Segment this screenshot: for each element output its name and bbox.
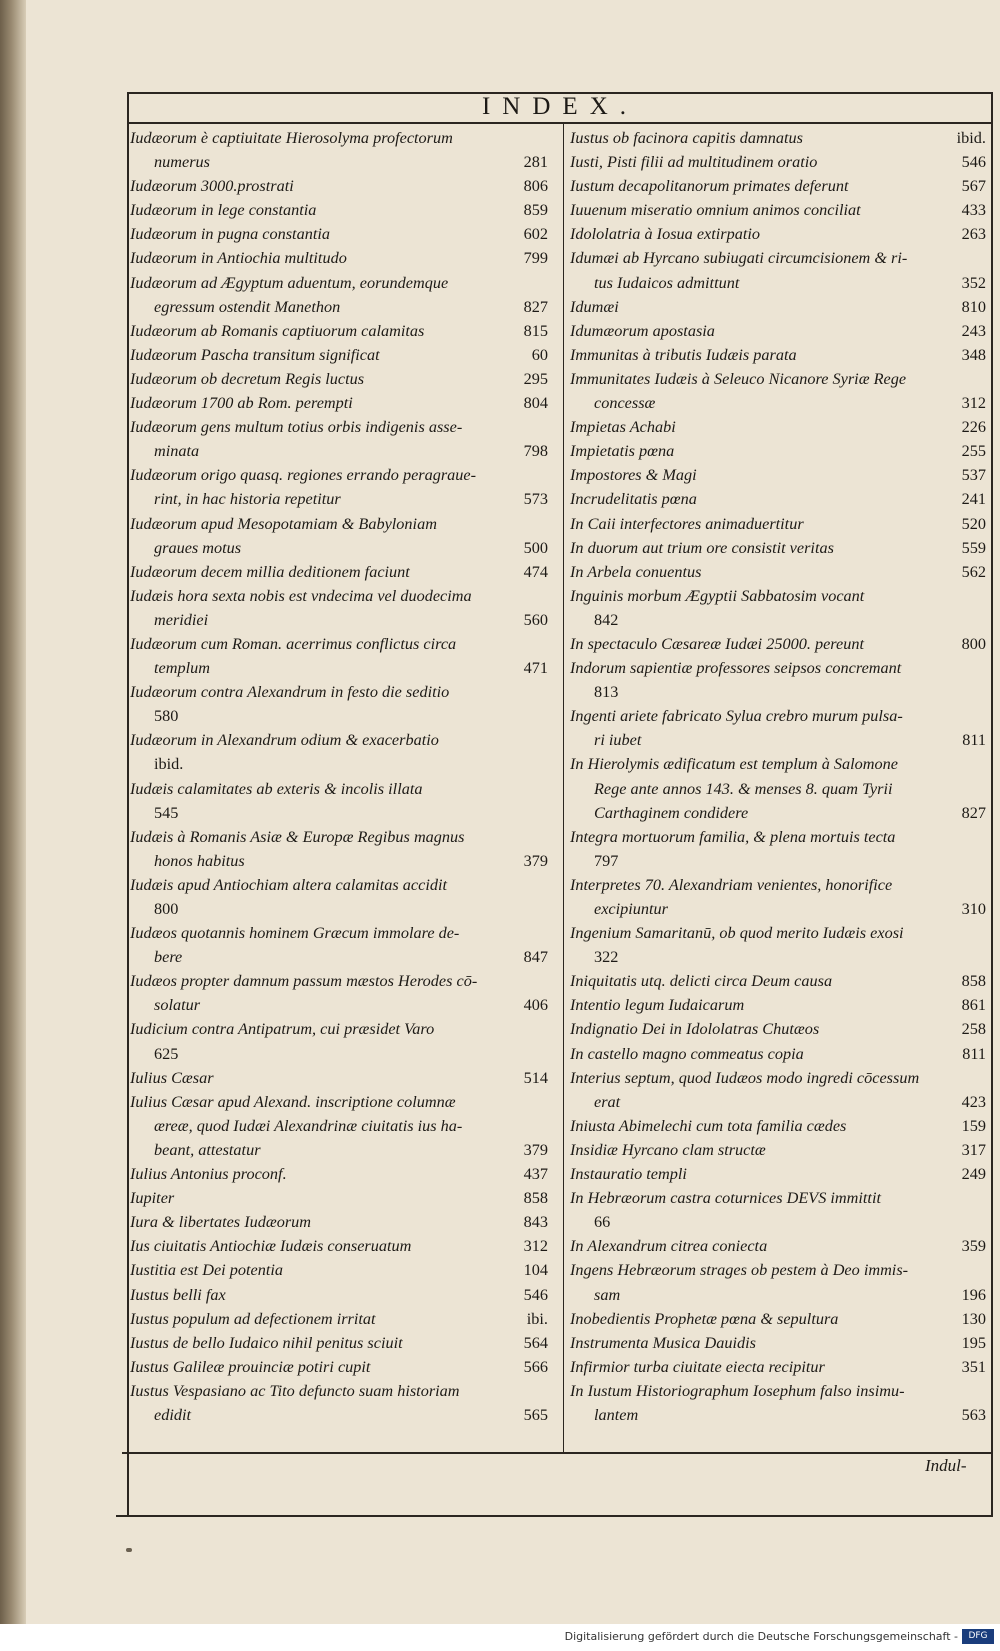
index-entry [570, 584, 986, 632]
page-reference: 858 [523, 1189, 548, 1208]
footer-rule [122, 1452, 992, 1454]
entry-text: Iudæorum in Antiochia multitudo [130, 249, 347, 268]
entry-text: Ingenti ariete fabricato Sylua crebro murum pulsa- [570, 707, 903, 726]
index-entry [130, 367, 548, 391]
entry-text: In spectaculo Cæsareæ Iudæi 25000. pereunt [570, 634, 864, 653]
page-reference: 520 [961, 514, 986, 533]
entry-continuation: edidit [154, 1405, 192, 1424]
page-reference: 130 [961, 1309, 986, 1328]
page-reference: 159 [961, 1116, 986, 1135]
index-entry [570, 1114, 986, 1138]
index-entry [570, 295, 986, 319]
page-reference: 861 [961, 996, 986, 1015]
entry-text: Instauratio templi [570, 1165, 687, 1184]
page-reference: 351 [961, 1357, 986, 1376]
index-entry [570, 969, 986, 993]
page-reference: 811 [962, 731, 986, 750]
page-reference: 379 [523, 1140, 548, 1159]
column-divider [563, 122, 564, 1452]
page-reference: 514 [523, 1068, 548, 1087]
page-reference-line [130, 752, 548, 776]
entry-continuation: egressum ostendit Manethon [154, 297, 341, 316]
entry-continuation: ri iubet [594, 731, 642, 750]
entry-text: Iniquitatis utq. delicti circa Deum causa [570, 972, 833, 991]
index-entry [570, 246, 986, 294]
index-entry [570, 1331, 986, 1355]
index-entry [570, 921, 986, 969]
entry-text: Iudæorum 3000.prostrati [130, 177, 294, 196]
entry-text: Iustum decapolitanorum primates deferunt [570, 177, 849, 196]
entry-continuation: honos habitus [154, 851, 245, 870]
entry-text: Insidiæ Hyrcano clam structæ [570, 1140, 766, 1159]
entry-text: Interius septum, quod Iudæos modo ingredi cōcessum [570, 1068, 920, 1087]
page-reference: 573 [523, 490, 548, 509]
page-reference: ibid. [956, 129, 986, 147]
entry-text: Iustus de bello Iudaico nihil penitus sciuit [130, 1333, 403, 1352]
page-reference: 379 [523, 851, 548, 870]
index-entry [130, 560, 548, 584]
header-rule [127, 122, 993, 124]
index-entry [130, 1379, 548, 1427]
page-reference: 827 [523, 297, 548, 316]
entry-text: Iustitia est Dei potentia [130, 1261, 284, 1280]
index-entry [130, 1283, 548, 1307]
entry-continuation: minata [154, 442, 200, 461]
index-entry [570, 415, 986, 439]
entry-text: Iustus ob facinora capitis damnatus [570, 129, 803, 147]
entry-text: Iudicium contra Antipatrum, cui præsidet Varo [130, 1020, 435, 1039]
index-entry [130, 415, 548, 463]
digitization-footer [0, 1624, 1000, 1651]
index-entry [570, 1379, 986, 1427]
entry-text: Indorum sapientiæ professores seipsos concremant [570, 659, 902, 678]
page-reference: 800 [961, 634, 986, 653]
entry-continuation: beant, attestatur [154, 1140, 261, 1159]
index-entry [570, 536, 986, 560]
entry-text: Immunitates Iudæis à Seleuco Nicanore Syriæ Rege [570, 369, 907, 388]
entry-text: Iulius Cæsar apud Alexand. inscriptione columnæ [130, 1092, 456, 1111]
page-reference: 423 [961, 1092, 986, 1111]
entry-text: Iupiter [130, 1189, 175, 1208]
index-entry [130, 1258, 548, 1282]
index-entry [130, 921, 548, 969]
entry-text: Iusti, Pisti filii ad multitudinem oratio [570, 153, 818, 172]
entry-text: Iudæis calamitates ab exteris & incolis illata [130, 779, 423, 798]
page-reference: 565 [523, 1405, 548, 1424]
entry-text: Indignatio Dei in Idololatras Chutæos [570, 1020, 820, 1039]
page-reference: 195 [961, 1333, 986, 1352]
index-column-right [570, 126, 986, 1448]
page-reference: 537 [961, 466, 986, 485]
entry-text: Iniusta Abimelechi cum tota familia cædes [570, 1116, 847, 1135]
entry-text: Iudæorum contra Alexandrum in festo die seditio [130, 683, 450, 702]
index-entry [570, 1307, 986, 1331]
page-title: INDEX. [481, 93, 638, 120]
entry-text: In Hierolymis ædificatum est templum à Salomone [570, 755, 898, 774]
page-reference: 810 [961, 297, 986, 316]
entry-text: Idumæorum apostasia [570, 321, 715, 340]
page-reference: 60 [531, 345, 548, 364]
page-reference: 243 [961, 321, 986, 340]
page-reference: 797 [594, 851, 619, 870]
entry-text: Iustus Galileæ prouinciæ potiri cupit [130, 1357, 371, 1376]
entry-continuation: templum [154, 659, 210, 678]
index-entry [130, 1090, 548, 1162]
page-spine [0, 0, 26, 1624]
entry-continuation: lantem [594, 1405, 639, 1424]
index-entry [570, 704, 986, 752]
page-reference: ibi. [526, 1309, 548, 1328]
page-reference: 564 [523, 1333, 548, 1352]
index-entry [130, 728, 548, 776]
page-reference: 263 [961, 225, 986, 244]
entry-text: Iudæorum in pugna constantia [130, 225, 330, 244]
entry-continuation: sam [594, 1285, 621, 1304]
page-reference: 258 [961, 1020, 986, 1039]
page-reference: 348 [961, 345, 986, 364]
entry-text: Iudæis apud Antiochiam altera calamitas accidit [130, 875, 448, 894]
index-entry [130, 1210, 548, 1234]
page-reference: 281 [523, 153, 548, 172]
index-entry [570, 1017, 986, 1041]
index-entry [570, 126, 986, 150]
entry-text: Ingenium Samaritanū, ob quod merito Iudæis exosi [570, 924, 904, 943]
catchword: Indul- [925, 1456, 967, 1475]
page-reference: 806 [523, 177, 548, 196]
entry-text: Iudæorum è captiuitate Hierosolyma profectorum [130, 129, 453, 147]
page-reference: 811 [962, 1044, 986, 1063]
page-reference: 546 [523, 1285, 548, 1304]
index-entry [570, 825, 986, 873]
page-reference: 474 [523, 562, 548, 581]
index-entry [570, 1138, 986, 1162]
entry-text: Interpretes 70. Alexandriam venientes, honorifice [570, 875, 893, 894]
page-reference: 859 [523, 201, 548, 220]
entry-text: Iulius Antonius proconf. [130, 1165, 287, 1184]
entry-text: Inguinis morbum Ægyptii Sabbatosim vocant [570, 586, 865, 605]
index-entry [130, 1186, 548, 1210]
entry-text: Immunitas à tributis Iudæis parata [570, 345, 797, 364]
entry-text: Impostores & Magi [570, 466, 697, 485]
entry-text: Infirmior turba ciuitate eiecta recipitur [570, 1357, 825, 1376]
page-reference: ibid. [154, 755, 184, 774]
entry-continuation: æreæ, quod Iudæi Alexandrinæ ciuitatis ius ha- [154, 1116, 463, 1135]
funding-notice: Digitalisierung gefördert durch die Deutsche Forschungsgemeinschaft - [564, 1630, 958, 1643]
page-reference: 580 [154, 707, 179, 726]
page-reference: 249 [961, 1165, 986, 1184]
entry-text: In Iustum Historiographum Iosephum falso insimu- [570, 1381, 905, 1400]
entry-text: Iudæis hora sexta nobis est vndecima vel duodecima [130, 586, 472, 605]
index-entry [130, 1331, 548, 1355]
index-entry [130, 584, 548, 632]
page-reference: 559 [961, 538, 986, 557]
index-entry [570, 560, 986, 584]
index-entry [570, 439, 986, 463]
index-entry [570, 343, 986, 367]
index-entry [130, 1017, 548, 1065]
entry-text: Idumæi ab Hyrcano subiugati circumcisionem & ri- [570, 249, 908, 268]
index-entry [570, 656, 986, 704]
entry-text: Iudæorum gens multum totius orbis indigenis asse- [130, 418, 463, 437]
entry-continuation: Carthaginem condidere [594, 803, 749, 822]
page-reference: 546 [961, 153, 986, 172]
entry-text: Iudæorum cum Roman. acerrimus conflictus circa [130, 634, 457, 653]
entry-continuation: graues motus [154, 538, 242, 557]
bottom-rule [116, 1515, 992, 1517]
index-entry [570, 487, 986, 511]
page-reference: 104 [523, 1261, 548, 1280]
entry-continuation: tus Iudaicos admittunt [594, 273, 740, 292]
index-entry [130, 174, 548, 198]
index-entry [570, 512, 986, 536]
entry-text: Iuuenum miseratio omnium animos conciliat [570, 201, 861, 220]
entry-text: Incrudelitatis pœna [570, 490, 697, 509]
entry-text: Idumæi [570, 297, 619, 316]
entry-text: Impietas Achabi [570, 418, 676, 437]
page-reference: 545 [154, 803, 179, 822]
page-reference: 317 [961, 1140, 986, 1159]
index-entry [130, 343, 548, 367]
page-reference-line [570, 849, 986, 873]
index-entry [130, 246, 548, 270]
entry-text: In castello magno commeatus copia [570, 1044, 804, 1063]
page-reference: 858 [961, 972, 986, 991]
entry-continuation: solatur [154, 996, 201, 1015]
entry-text: Iudæis à Romanis Asiæ & Europæ Regibus magnus [130, 827, 465, 846]
page-reference: 843 [523, 1213, 548, 1232]
entry-text: Iudæorum ad Ægyptum aduentum, eorundemque [130, 273, 449, 292]
page-reference: 295 [523, 369, 548, 388]
index-entry [130, 1355, 548, 1379]
index-entry [130, 1234, 548, 1258]
page-reference: 563 [961, 1405, 986, 1424]
page-reference: 406 [523, 996, 548, 1015]
index-entry [130, 1066, 548, 1090]
entry-text: Iustus populum ad defectionem irritat [130, 1309, 376, 1328]
entry-text: Iustus Vespasiano ac Tito defuncto suam historiam [130, 1381, 460, 1400]
entry-text: In Caii interfectores animaduertitur [570, 514, 804, 533]
index-entry [130, 222, 548, 246]
entry-text: Iudæorum origo quasq. regiones errando peragraue- [130, 466, 477, 485]
index-entry [130, 271, 548, 319]
index-entry [570, 1162, 986, 1186]
entry-text: Iudæorum ab Romanis captiuorum calamitas [130, 321, 425, 340]
page-reference-line [570, 680, 986, 704]
entry-text: In Alexandrum citrea coniecta [570, 1237, 768, 1256]
index-entry [130, 1307, 548, 1331]
entry-text: Ius ciuitatis Antiochiæ Iudæis conseruatum [130, 1237, 412, 1256]
index-entry [130, 198, 548, 222]
page-reference: 827 [961, 803, 986, 822]
index-entry [130, 512, 548, 560]
entry-continuation: rint, in hac historia repetitur [154, 490, 341, 509]
index-entry [570, 1186, 986, 1234]
entry-text: Inobedientis Prophetæ pœna & sepultura [570, 1309, 839, 1328]
entry-text: Instrumenta Musica Dauidis [570, 1333, 756, 1352]
index-entry [570, 752, 986, 824]
page-reference: 798 [523, 442, 548, 461]
page-reference-line [570, 1210, 986, 1234]
entry-continuation: bere [154, 948, 183, 967]
page-reference: 312 [523, 1237, 548, 1256]
page-reference-line [130, 801, 548, 825]
entry-text: Iudæorum apud Mesopotamiam & Babyloniam [130, 514, 437, 533]
entry-text: Impietatis pœna [570, 442, 675, 461]
index-entry [570, 463, 986, 487]
index-entry [130, 777, 548, 825]
entry-text: Iudæorum Pascha transitum significat [130, 345, 380, 364]
index-entry [570, 1258, 986, 1306]
index-entry [130, 126, 548, 174]
index-entry [130, 319, 548, 343]
entry-text: Iustus belli fax [130, 1285, 226, 1304]
page-reference: 500 [523, 538, 548, 557]
index-entry [570, 1355, 986, 1379]
entry-text: In Arbela conuentus [570, 562, 702, 581]
index-entry [570, 873, 986, 921]
index-entry [130, 873, 548, 921]
index-entry [570, 319, 986, 343]
page-reference: 226 [961, 418, 986, 437]
page-reference: 471 [523, 659, 548, 678]
entry-text: Iudæorum ob decretum Regis luctus [130, 369, 365, 388]
page-reference: 560 [523, 610, 548, 629]
page-reference: 602 [523, 225, 548, 244]
page-reference: 567 [961, 177, 986, 196]
entry-continuation: Rege ante annos 143. & menses 8. quam Tyrii [594, 779, 893, 798]
entry-text: Intentio legum Iudaicarum [570, 996, 745, 1015]
entry-text: Iura & libertates Iudæorum [130, 1213, 312, 1232]
page-reference: 312 [961, 394, 986, 413]
entry-continuation: meridiei [154, 610, 209, 629]
entry-continuation: concessæ [594, 394, 656, 413]
index-entry [130, 1162, 548, 1186]
page-reference: 255 [961, 442, 986, 461]
index-entry [570, 174, 986, 198]
page-reference: 352 [961, 273, 986, 292]
index-entry [130, 969, 548, 1017]
index-entry [130, 632, 548, 680]
page-reference: 359 [961, 1237, 986, 1256]
entry-continuation: numerus [154, 153, 210, 172]
page-reference: 562 [961, 562, 986, 581]
entry-text: Iudæorum decem millia deditionem faciunt [130, 562, 410, 581]
page-reference: 310 [961, 900, 986, 918]
page-reference-line [130, 1042, 548, 1066]
entry-text: Iudæorum in lege constantia [130, 201, 317, 220]
page-reference-line [130, 897, 548, 921]
dfg-logo: DFG [962, 1629, 994, 1644]
entry-text: In duorum aut trium ore consistit veritas [570, 538, 834, 557]
entry-text: Ingens Hebræorum strages ob pestem à Deo immis- [570, 1261, 909, 1280]
page-reference-line [570, 945, 986, 969]
page-reference: 804 [523, 394, 548, 413]
page-reference: 241 [961, 490, 986, 509]
entry-text: In Hebræorum castra coturnices DEVS immittit [570, 1189, 881, 1208]
page-reference: 813 [594, 683, 619, 702]
index-entry [130, 825, 548, 873]
entry-text: Integra mortuorum familia, & plena mortuis tecta [570, 827, 896, 846]
page-reference: 437 [523, 1165, 548, 1184]
entry-text: Idololatria à Iosua extirpatio [570, 225, 761, 244]
page-reference: 625 [154, 1044, 179, 1063]
index-entry [130, 391, 548, 415]
page-reference-line [570, 608, 986, 632]
page-reference: 322 [594, 948, 619, 967]
index-entry [570, 367, 986, 415]
entry-text: Iulius Cæsar [130, 1068, 214, 1087]
index-entry [130, 680, 548, 728]
page-reference: 66 [594, 1213, 611, 1232]
entry-continuation: erat [594, 1092, 621, 1111]
index-entry [570, 1066, 986, 1114]
page-reference: 433 [961, 201, 986, 220]
page-reference: 800 [154, 900, 179, 918]
entry-text: Iudæos quotannis hominem Græcum immolare de- [130, 924, 460, 943]
index-entry [570, 1042, 986, 1066]
page-reference-line [130, 704, 548, 728]
index-column-left [130, 126, 548, 1448]
index-entry [570, 632, 986, 656]
page-reference: 196 [961, 1285, 986, 1304]
index-entry [570, 1234, 986, 1258]
index-entry [570, 993, 986, 1017]
page-reference: 815 [523, 321, 548, 340]
page-reference: 842 [594, 610, 619, 629]
index-entry [130, 463, 548, 511]
entry-text: Iudæorum in Alexandrum odium & exacerbatio [130, 731, 439, 750]
ink-speck [126, 1548, 132, 1552]
page-reference: 847 [523, 948, 548, 967]
page-reference: 799 [523, 249, 548, 268]
entry-text: Iudæorum 1700 ab Rom. perempti [130, 394, 353, 413]
index-entry [570, 198, 986, 222]
page-reference: 566 [523, 1357, 548, 1376]
entry-text: Iudæos propter damnum passum mæstos Herodes cō- [130, 972, 478, 991]
index-entry [570, 222, 986, 246]
index-entry [570, 150, 986, 174]
entry-continuation: excipiuntur [594, 900, 669, 918]
